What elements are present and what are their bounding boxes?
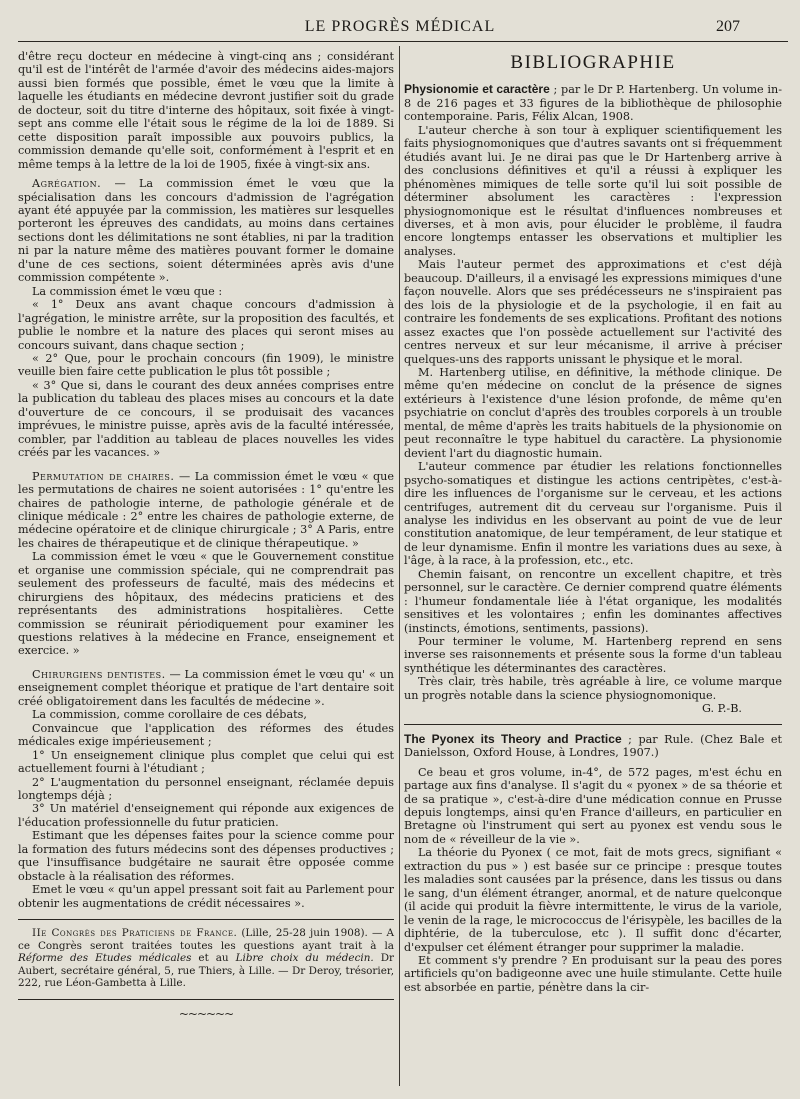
footnote-rule (18, 919, 394, 920)
review-paragraph: L'auteur commence par étudier les relations fonctionnelles psycho-somatiques et distingue les actions centripètes, c'est-à-dire les influences de l'organisme sur le cerveau, et les actions centrifuges, autrement dit du cerveau sur l'organisme. Puis il analyse les individus en les observant au point de vue de leur constitution anatomique, de leur tempérament, de leur statique et de leur dynamisme. Enfin il montre les variations dues au sexe, à l'âge, à la race, à la profession, etc., etc. (404, 460, 782, 568)
paragraph: La commission émet le vœu « que le Gouvernement constitue et organise une commission spéciale, qui ne comprendrait pas seulement des professeurs de faculté, mais des médecins et chirurgiens des hôpitaux, des médecins praticiens et des représentants des administrations hospitalières. Cette commission se réunirait périodiquement pour examiner les questions relatives à la médecine en France, enseignement et exercice. » (18, 550, 394, 658)
book-title: The Pyonex its Theory and Practice (404, 731, 622, 746)
review-paragraph: Très clair, très habile, très agréable à lire, ce volume marque un progrès notable dans la science physiognomonique. (404, 675, 782, 702)
book-title: Physionomie et caractère (404, 82, 550, 97)
review-paragraph: Mais l'auteur permet des approximations et c'est déjà beaucoup. D'ailleurs, il a envisagé les expressions mimiques d'une façon nouvelle. Alors que ses prédécesseurs ne s'inspiraient pas des lois de la physiologie et de la psychologie, il en fait au contraire les fondements de ses explications. Profitant des notions assez exactes que l'on possède actuellement sur l'activité des centres nerveux et sur leur mécanisme, il arrive à préciser quelques-uns des rapports unissant le physique et le moral. (404, 258, 782, 366)
section-label: Agrégation. (32, 177, 102, 191)
review-paragraph: La théorie du Pyonex ( ce mot, fait de mots grecs, signifiant « extraction du pus » ) est basée sur ce principe : presque toutes les maladies sont causées par la présence, dans les tissus ou dans le sang, d'un élément étranger, anormal, et de nature quelconque (il acide qui produit la fièvre intermittente, le virus de la variole, le venin de la rage, le micrococcus de l'érisypèle, les bacilles de la diphtérie, de la tuberculose, etc ). Il suffit donc d'écarter, d'expulser cet élément étranger pour supprimer la maladie. (404, 846, 782, 954)
paragraph: 2° L'augmentation du personnel enseignant, réclamée depuis longtemps déjà ; (18, 775, 394, 803)
book-meta: ; par Rule. (Chez Bale et Danielsson, Oxford House, à Londres, 1907.) (404, 732, 783, 760)
paragraph: Emet le vœu « qu'un appel pressant soit fait au Parlement pour obtenir les augmentations de crédit nécessaires ». (18, 883, 394, 910)
section-label: Permutation de chaires. (32, 469, 175, 483)
left-column (18, 50, 394, 1022)
review-separator (404, 724, 782, 725)
book-meta: ; par le Dr P. Hartenberg. Un volume in-8 de 216 pages et 33 figures de la bibliothèque de philosophie contemporaine. Paris, Félix Alcan, 1908. (404, 83, 782, 124)
paragraph: Estimant que les dépenses faites pour la science comme pour la formation des futurs médecins sont des dépenses productives ; que l'insuffisance budgétaire ne saurait être opposée comme obstacle à la réalisation des réformes. (18, 829, 394, 883)
paragraph: La commission émet le vœu que : (32, 284, 223, 298)
review-paragraph: Ce beau et gros volume, in-4°, de 572 pages, m'est échu en partage aux fins d'analyse. Il s'agit du « pyonex » de sa théorie et de sa pratique », c'est-à-dire d'une médication connue en Prusse depuis longtemps, ainsi qu'en France d'ailleurs, en particulier en Bretagne où l'instrument qui sert au pyonex est vendu sous le nom de « réveilleur de la vie ». (404, 765, 782, 846)
section-title: BIBLIOGRAPHIE (510, 52, 676, 73)
review-paragraph: Pour terminer le volume, M. Hartenberg reprend en sens inverse ses raisonnements et présente sous la forme d'un tableau synthétique les déterminantes des caractères. (404, 635, 782, 675)
paragraph-text: — La commission émet le vœu qu' « un enseignement complet théorique et pratique de l'art dentaire soit créé obligatoirement dans les facultés de médecine ». (18, 667, 395, 708)
page-number: 207 (716, 18, 740, 35)
review-paragraph: L'auteur cherche à son tour à expliquer scientifiquement les faits physiognomoniques que d'autres savants ont si fréquemment étudiés avant lui. Je ne dirai pas que le Dr Hartenberg arrive à des conclusions définitives et qu'il a réussi à expliquer les phénomènes mimiques de telle sorte qu'il lui soit possible de déterminer absolument les caractères : l'expression physiognomonique est le résultat d'influences nombreuses et diverses, et à mon avis, pour élucider le problème, il faudra encore longtemps entasser les observations et multiplier les analyses. (404, 123, 782, 258)
permutation-paragraph (18, 470, 394, 551)
review-signature: G. P.-B. (701, 702, 742, 716)
right-column (404, 50, 782, 994)
review-paragraph: Et comment s'y prendre ? En produisant sur la peau des pores artificiels qu'on badigeonne avec une huile stimulante. Cette huile est absorbée en partie, pénètre dans la cir- (404, 954, 782, 994)
notice-label: IIe Congrès des Praticiens de France. (32, 927, 238, 940)
paragraph: d'être reçu docteur en médecine à vingt-cinq ans ; considérant qu'il est de l'intérêt de l'armée d'avoir des médecins aides-majors aussi bien formés que possible, émet le vœu que la limite à laquelle les étudiants en médecine devront justifier soit du grade de docteur, soit du titre d'interne des hôpitaux, soit fixée à vingt-sept ans comme elle l'était sous le régime de la loi de 1889. Si cette disposition paraît impossible aux pouvoirs publics, la commission demande qu'elle soit, conformément à l'esprit et en même temps à la lettre de la loi de 1905, fixée à vingt-six ans. (18, 50, 394, 171)
paragraph-text: — La commission émet le vœu « que les permutations de chaires ne soient autorisées : 1° qu'entre les chaires de pathologie interne, de pathologie générale et de clinique médicale : 2° entre les chaires de pathologie externe, de médecine opératoire et de clinique chirurgicale ; 3° A Paris, entre les chaires de thérapeutique et de clinique thérapeutique. » (18, 469, 394, 550)
journal-title: LE PROGRÈS MÉDICAL (304, 18, 496, 35)
paragraph: Convaincue que l'application des réformes des études médicales exige impérieusement ; (18, 721, 394, 749)
paragraph-text: — La commission émet le vœu que la spécialisation dans les concours d'admission de l'agrégation ayant été appuyée par la commission, les matières sur lesquelles porteront les épreuves des candidats, au moins dans certaines sections dont les délimitations ne sont établies, ni par la tradition ni par la nature même des matières pouvant former le domaine d'une de ces sections, soient déterminées après avis d'une commission compétente ». (18, 177, 394, 285)
header-rule (18, 41, 788, 42)
review-paragraph: M. Hartenberg utilise, en définitive, la méthode clinique. De même qu'en médecine on conclut de la présence de signes extérieurs à l'existence d'une lésion profonde, de même qu'en psychiatrie on conclut d'après des troubles corporels à un trouble mental, de même d'après les traits habituels de la physionomie on peut reconnaître le type habituel du caractère. La physionomie devient l'art du diagnostic humain. (404, 365, 782, 460)
book-heading (404, 733, 782, 760)
paragraph: « 3° Que si, dans le courant des deux années comprises entre la publication du tableau des places mises au concours et la date d'ouverture de ce concours, il se produisait des vacances imprévues, le ministre puisse, après avis de la faculté intéressée, combler, par l'addition au tableau de places nouvelles les vides créés par les vacances. » (18, 378, 394, 460)
paragraph: « 1° Deux ans avant chaque concours d'admission à l'agrégation, le ministre arrête, sur la proposition des facultés, et publie le nombre et la nature des places qui seront mises au concours suivant, dans chaque section ; (18, 298, 394, 352)
page-header (0, 10, 800, 40)
review-paragraph: Chemin faisant, on rencontre un excellent chapitre, et très personnel, sur le caractère. Ce dernier comprend quatre éléments : l'humeur fondamentale liée à l'état organique, les modalités sensitives et les volontaires ; enfin les dominantes affectives (instincts, émotions, sentiments, passions). (404, 567, 782, 635)
section-label: Chirurgiens dentistes. (32, 667, 166, 681)
paragraph: « 2° Que, pour le prochain concours (fin 1909), le ministre veuille bien faire cette publication le plus tôt possible ; (18, 351, 394, 379)
congress-notice: IIe Congrès des Praticiens de France. (Lille, 25-28 juin 1908). — A ce Congrès seront traitées toutes les questions ayant trait à la Réforme des Etudes médicales et au Libre choix du médecin. Dr Aubert, secrétaire général, 5, rue Thiers, à Lille. — Dr Deroy, trésorier, 222, rue Léon-Gambetta à Lille. (18, 927, 395, 990)
paragraph: La commission, comme corollaire de ces débats, (32, 708, 307, 722)
column-divider (399, 46, 400, 1086)
footnote-rule-bottom (18, 999, 394, 1000)
book-heading (404, 83, 782, 123)
paragraph: 3° Un matériel d'enseignement qui réponde aux exigences de l'éducation professionnelle du futur praticien. (18, 802, 394, 829)
ornament-divider: ~~~~~~ (178, 1007, 234, 1022)
paragraph: 1° Un enseignement clinique plus complet que celui qui est actuellement fourni à l'étudiant ; (18, 748, 394, 776)
chirurgiens-paragraph (18, 668, 394, 708)
agregation-paragraph (18, 177, 394, 285)
